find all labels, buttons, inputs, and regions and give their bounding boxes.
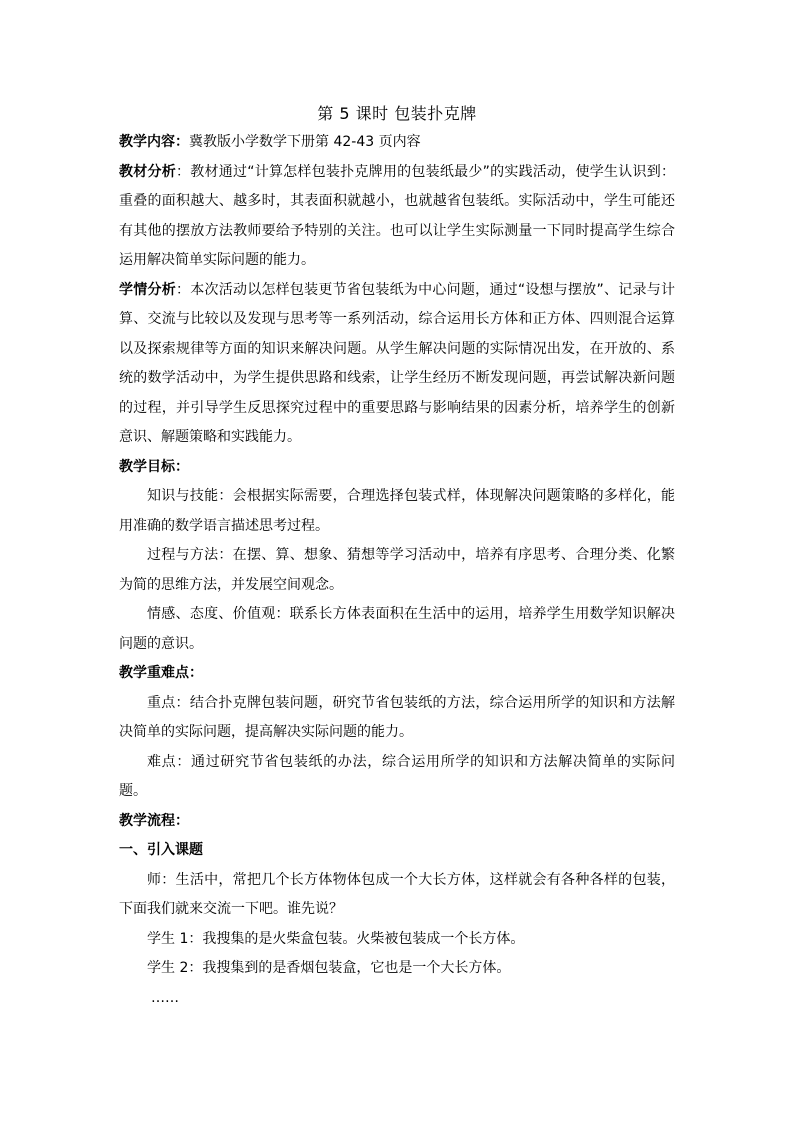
goal-knowledge: 知识与技能：会根据实际需要，合理选择包装式样，体现解决问题策略的多样化，能用准确的数学语言描述思考过程。 xyxy=(119,488,675,534)
ellipsis: …… xyxy=(151,989,179,1006)
learner-analysis-text: ：本次活动以怎样包装更节省包装纸为中心问题，通过“设想与摆放”、记录与计算、交流与比较以及发现与思考等一系列活动，综合运用长方体和正方体、四则混合运算以及探索规律等方面的知识来解决问题。从学生解决问题的实际情况出发，在开放的、系统的数学活动中，为学生提供思路和线索，让学生经历不断发现问题，再尝试解决新问题的过程，并引导学生反思探究过程中的重要思路与影响结果的因素分析，培养学生的创新意识、解题策略和实践能力。 xyxy=(119,281,675,445)
dialog-teacher: 师：生活中，常把几个长方体物体包成一个大长方体，这样就会有各种各样的包装，下面我们就来交流一下吧。谁先说？ xyxy=(119,871,675,917)
key-point-focus: 重点：结合扑克牌包装问题，研究节省包装纸的方法，综合运用所学的知识和方法解决简单的实际问题，提高解决实际问题的能力。 xyxy=(119,694,675,740)
teaching-content-label: 教学内容： xyxy=(119,134,189,150)
teaching-goals-heading: 教学目标： xyxy=(119,458,189,475)
textbook-analysis-label: 教材分析 xyxy=(119,163,176,180)
key-point-difficulty: 难点：通过研究节省包装纸的办法，综合运用所学的知识和方法解决简单的实际问题。 xyxy=(119,753,675,799)
dialog-student-2: 学生 2：我搜集到的是香烟包装盒，它也是一个大长方体。 xyxy=(147,960,511,976)
section-introduction-heading: 一、引入课题 xyxy=(119,842,203,858)
dialog-student-1: 学生 1：我搜集的是火柴盒包装。火柴被包装成一个长方体。 xyxy=(147,930,525,947)
document-page xyxy=(119,100,675,1013)
textbook-analysis-paragraph xyxy=(119,158,675,276)
page-title: 第 5 课时 包装扑克牌 xyxy=(317,104,477,123)
goal-process: 过程与方法：在摆、算、想象、猜想等学习活动中，培养有序思考、合理分类、化繁为简的思维方法，并发展空间观念。 xyxy=(119,547,675,593)
textbook-analysis-text: ：教材通过“计算怎样包装扑克牌用的包装纸最少”的实践活动，使学生认识到：重叠的面积越大、越多时，其表面积就越小，也就越省包装纸。实际活动中，学生可能还有其他的摆放方法教师要给予特别的关注。也可以让学生实际测量一下同时提高学生综合运用解决简单实际问题的能力。 xyxy=(119,163,675,268)
learner-analysis-label: 学情分析 xyxy=(119,281,176,298)
teaching-process-heading: 教学流程： xyxy=(119,812,189,829)
teaching-content-text: 冀教版小学数学下册第 42-43 页内容 xyxy=(189,134,421,150)
teaching-content-paragraph xyxy=(119,128,675,158)
learner-analysis-paragraph xyxy=(119,276,675,453)
key-points-heading: 教学重难点： xyxy=(119,665,203,681)
goal-attitude: 情感、态度、价值观：联系长方体表面积在生活中的运用，培养学生用数学知识解决问题的意识。 xyxy=(119,606,675,652)
